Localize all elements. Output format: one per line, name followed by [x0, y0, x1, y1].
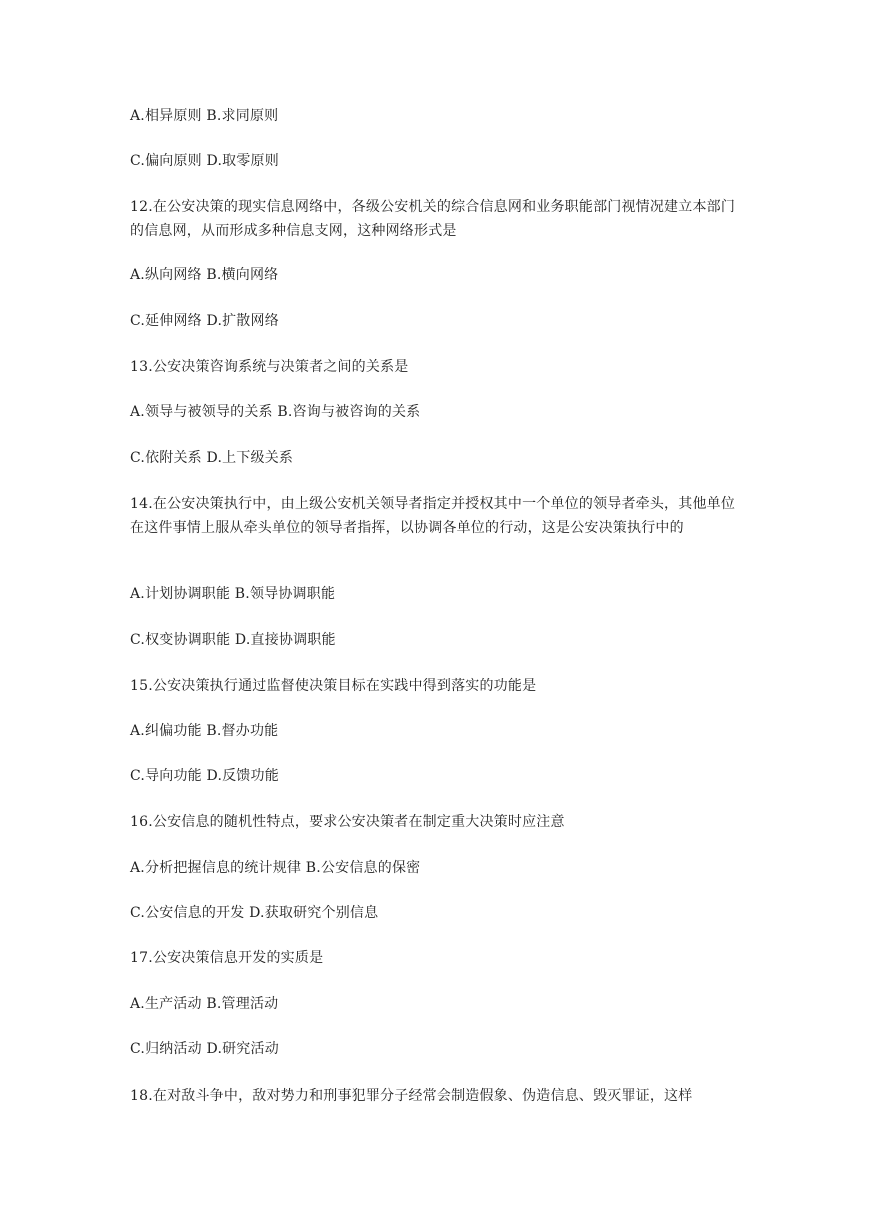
option-line: C.依附关系 D.上下级关系 — [130, 450, 294, 466]
question-18: 18.在对敌斗争中，敌对势力和刑事犯罪分子经常会制造假象、伪造信息、毁灭罪证，这样 — [130, 1088, 693, 1104]
option-line: C.公安信息的开发 D.获取研究个别信息 — [130, 905, 379, 921]
option-line: C.归纳活动 D.研究活动 — [130, 1041, 279, 1057]
option-line: A.纠偏功能 B.督办功能 — [130, 723, 279, 739]
option-line: A.领导与被领导的关系 B.咨询与被咨询的关系 — [130, 404, 421, 420]
option-line: C.偏向原则 D.取零原则 — [130, 153, 279, 169]
option-line: A.分析把握信息的统计规律 B.公安信息的保密 — [130, 860, 421, 876]
option-line: A.计划协调职能 B.领导协调职能 — [130, 586, 336, 602]
question-13: 13.公安决策咨询系统与决策者之间的关系是 — [130, 359, 409, 375]
question-16: 16.公安信息的随机性特点，要求公安决策者在制定重大决策时应注意 — [130, 814, 565, 830]
question-12: 12.在公安决策的现实信息网络中，各级公安机关的综合信息网和业务职能部门视情况建立本部门的信息网，从而形成多种信息支网，这种网络形式是 — [130, 199, 736, 239]
option-line: C.权变协调职能 D.直接协调职能 — [130, 632, 336, 648]
question-15: 15.公安决策执行通过监督使决策目标在实践中得到落实的功能是 — [130, 678, 537, 694]
option-line: C.导向功能 D.反馈功能 — [130, 768, 279, 784]
question-14: 14.在公安决策执行中，由上级公安机关领导者指定并授权其中一个单位的领导者牵头，其他单位在这件事情上服从牵头单位的领导者指挥，以协调各单位的行动，这是公安决策执行中的 — [130, 496, 736, 536]
option-line: A.相异原则 B.求同原则 — [130, 108, 279, 124]
option-line: A.纵向网络 B.横向网络 — [130, 267, 279, 283]
option-line: A.生产活动 B.管理活动 — [130, 996, 279, 1012]
question-17: 17.公安决策信息开发的实质是 — [130, 950, 324, 966]
option-line: C.延伸网络 D.扩散网络 — [130, 313, 279, 329]
